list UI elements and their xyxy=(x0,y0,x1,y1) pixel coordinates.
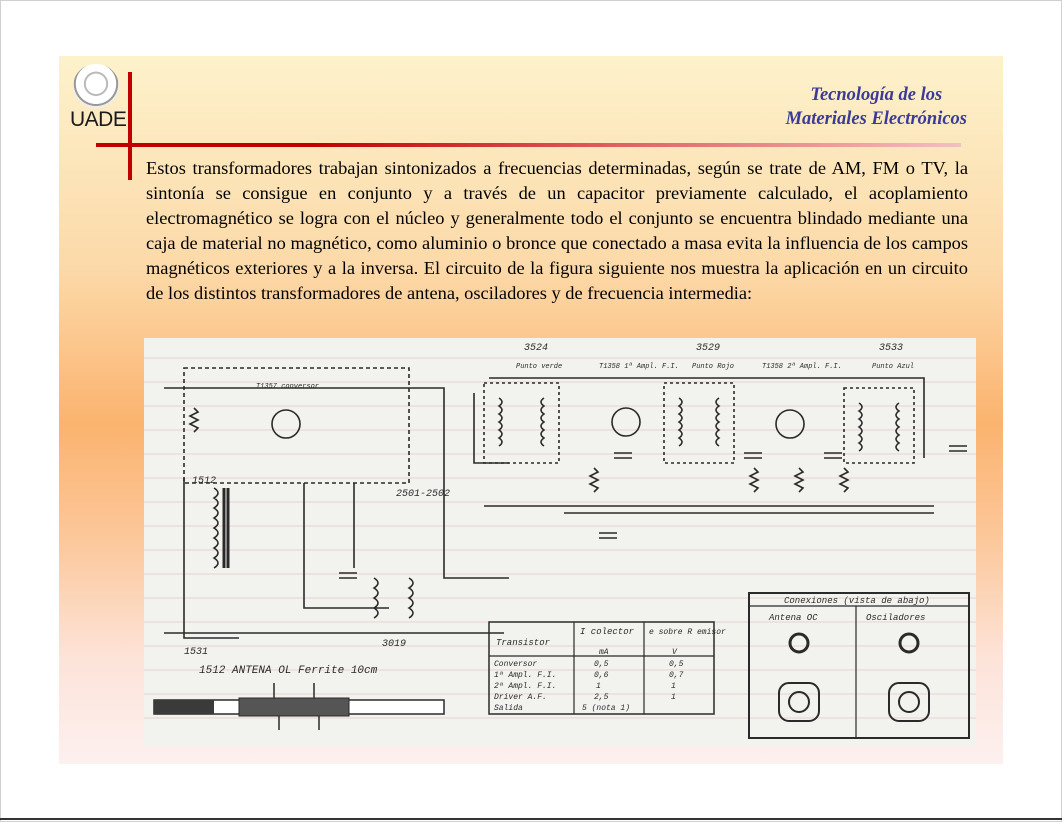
connections-title: Conexiones (vista de abajo) xyxy=(784,596,930,606)
table-row-4-ic: 2,5 xyxy=(594,693,609,702)
table-row-3-ic: 1 xyxy=(596,682,601,691)
table-row-2-e: 0,7 xyxy=(669,671,684,680)
table-row-4-e: 1 xyxy=(671,693,676,702)
table-row-4-name: Driver A.F. xyxy=(494,693,547,702)
table-unit-v: V xyxy=(672,648,677,657)
part-label-1531: 1531 xyxy=(184,647,209,658)
connections-right: Osciladores xyxy=(866,613,926,623)
table-header-icolector: I colector xyxy=(580,627,635,637)
table-row-1-ic: 0,5 xyxy=(594,660,609,669)
red-horizontal-rule xyxy=(96,143,961,147)
university-seal-icon xyxy=(73,64,119,108)
part-label-3019: 3019 xyxy=(382,639,407,650)
table-header-e: e sobre R emisor xyxy=(649,628,726,637)
table-header-transistor: Transistor xyxy=(496,638,551,648)
transistor-label-2: T1358 1ª Ampl. F.I. xyxy=(599,363,679,371)
title-line-1: Tecnología de los xyxy=(810,85,943,105)
part-label-2501: 2501-2502 xyxy=(396,489,451,500)
body-paragraph: Estos transformadores trabajan sintonizados a frecuencias determinadas, según se trate de AM, FM o TV, la sintonía se consigue en conjunto y a través de un capacitor previamente calculado, el acoplamiento electromagnético se logra con el núcleo y generalmente todo el conjunto se encuentra blindado mediante una caja de material no magnético, como aluminio o bronce que conectado a masa evita la influencia de los campos magnéticos exteriores y a la inversa. El circuito de la figura siguiente nos muestra la aplicación en un circuito de los distintos transformadores de antena, osciladores y de frecuencia intermedia: xyxy=(146,158,968,303)
coil-label-3533: 3533 xyxy=(879,343,904,354)
table-row-5-name: Salida xyxy=(494,704,523,713)
circuit-diagram-figure xyxy=(144,338,976,746)
coil-sublabel-azul: Punto Azul xyxy=(872,363,915,371)
page-bottom-rule xyxy=(0,818,1062,820)
ferrite-antenna xyxy=(154,683,444,730)
uade-logo xyxy=(70,64,127,134)
transistor-label-1: T1357 conversor xyxy=(256,383,320,391)
antenna-caption: 1512 ANTENA OL Ferrite 10cm xyxy=(199,665,378,677)
table-row-2-name: 1ª Ampl. F.I. xyxy=(494,671,557,680)
coil-sublabel-rojo: Punto Rojo xyxy=(692,363,735,371)
connections-left: Antena OC xyxy=(769,613,818,623)
connections-box xyxy=(749,593,969,738)
table-row-3-e: 1 xyxy=(671,682,676,691)
part-label-1512: 1512 xyxy=(192,476,217,487)
table-unit-ma: mA xyxy=(599,648,609,657)
slide-title xyxy=(786,83,967,131)
table-row-3-name: 2ª Ampl. F.I. xyxy=(494,682,557,691)
coil-label-3529: 3529 xyxy=(696,343,721,354)
red-vertical-rule xyxy=(128,72,132,180)
table-row-5-ic: 5 (nota 1) xyxy=(582,704,631,713)
table-row-1-name: Conversor xyxy=(494,660,538,669)
logo-text: UADE xyxy=(70,108,127,131)
table-row-2-ic: 0,6 xyxy=(594,671,609,680)
title-line-2: Materiales Electrónicos xyxy=(785,109,967,129)
coil-sublabel-verde: Punto verde xyxy=(516,363,563,371)
coil-label-3524: 3524 xyxy=(524,343,549,354)
table-row-1-e: 0,5 xyxy=(669,660,684,669)
transistor-table xyxy=(489,622,726,714)
transistor-label-3: T1358 2ª Ampl. F.I. xyxy=(762,363,842,371)
paper-ruling xyxy=(144,358,976,718)
circuit-diagram xyxy=(144,338,976,746)
